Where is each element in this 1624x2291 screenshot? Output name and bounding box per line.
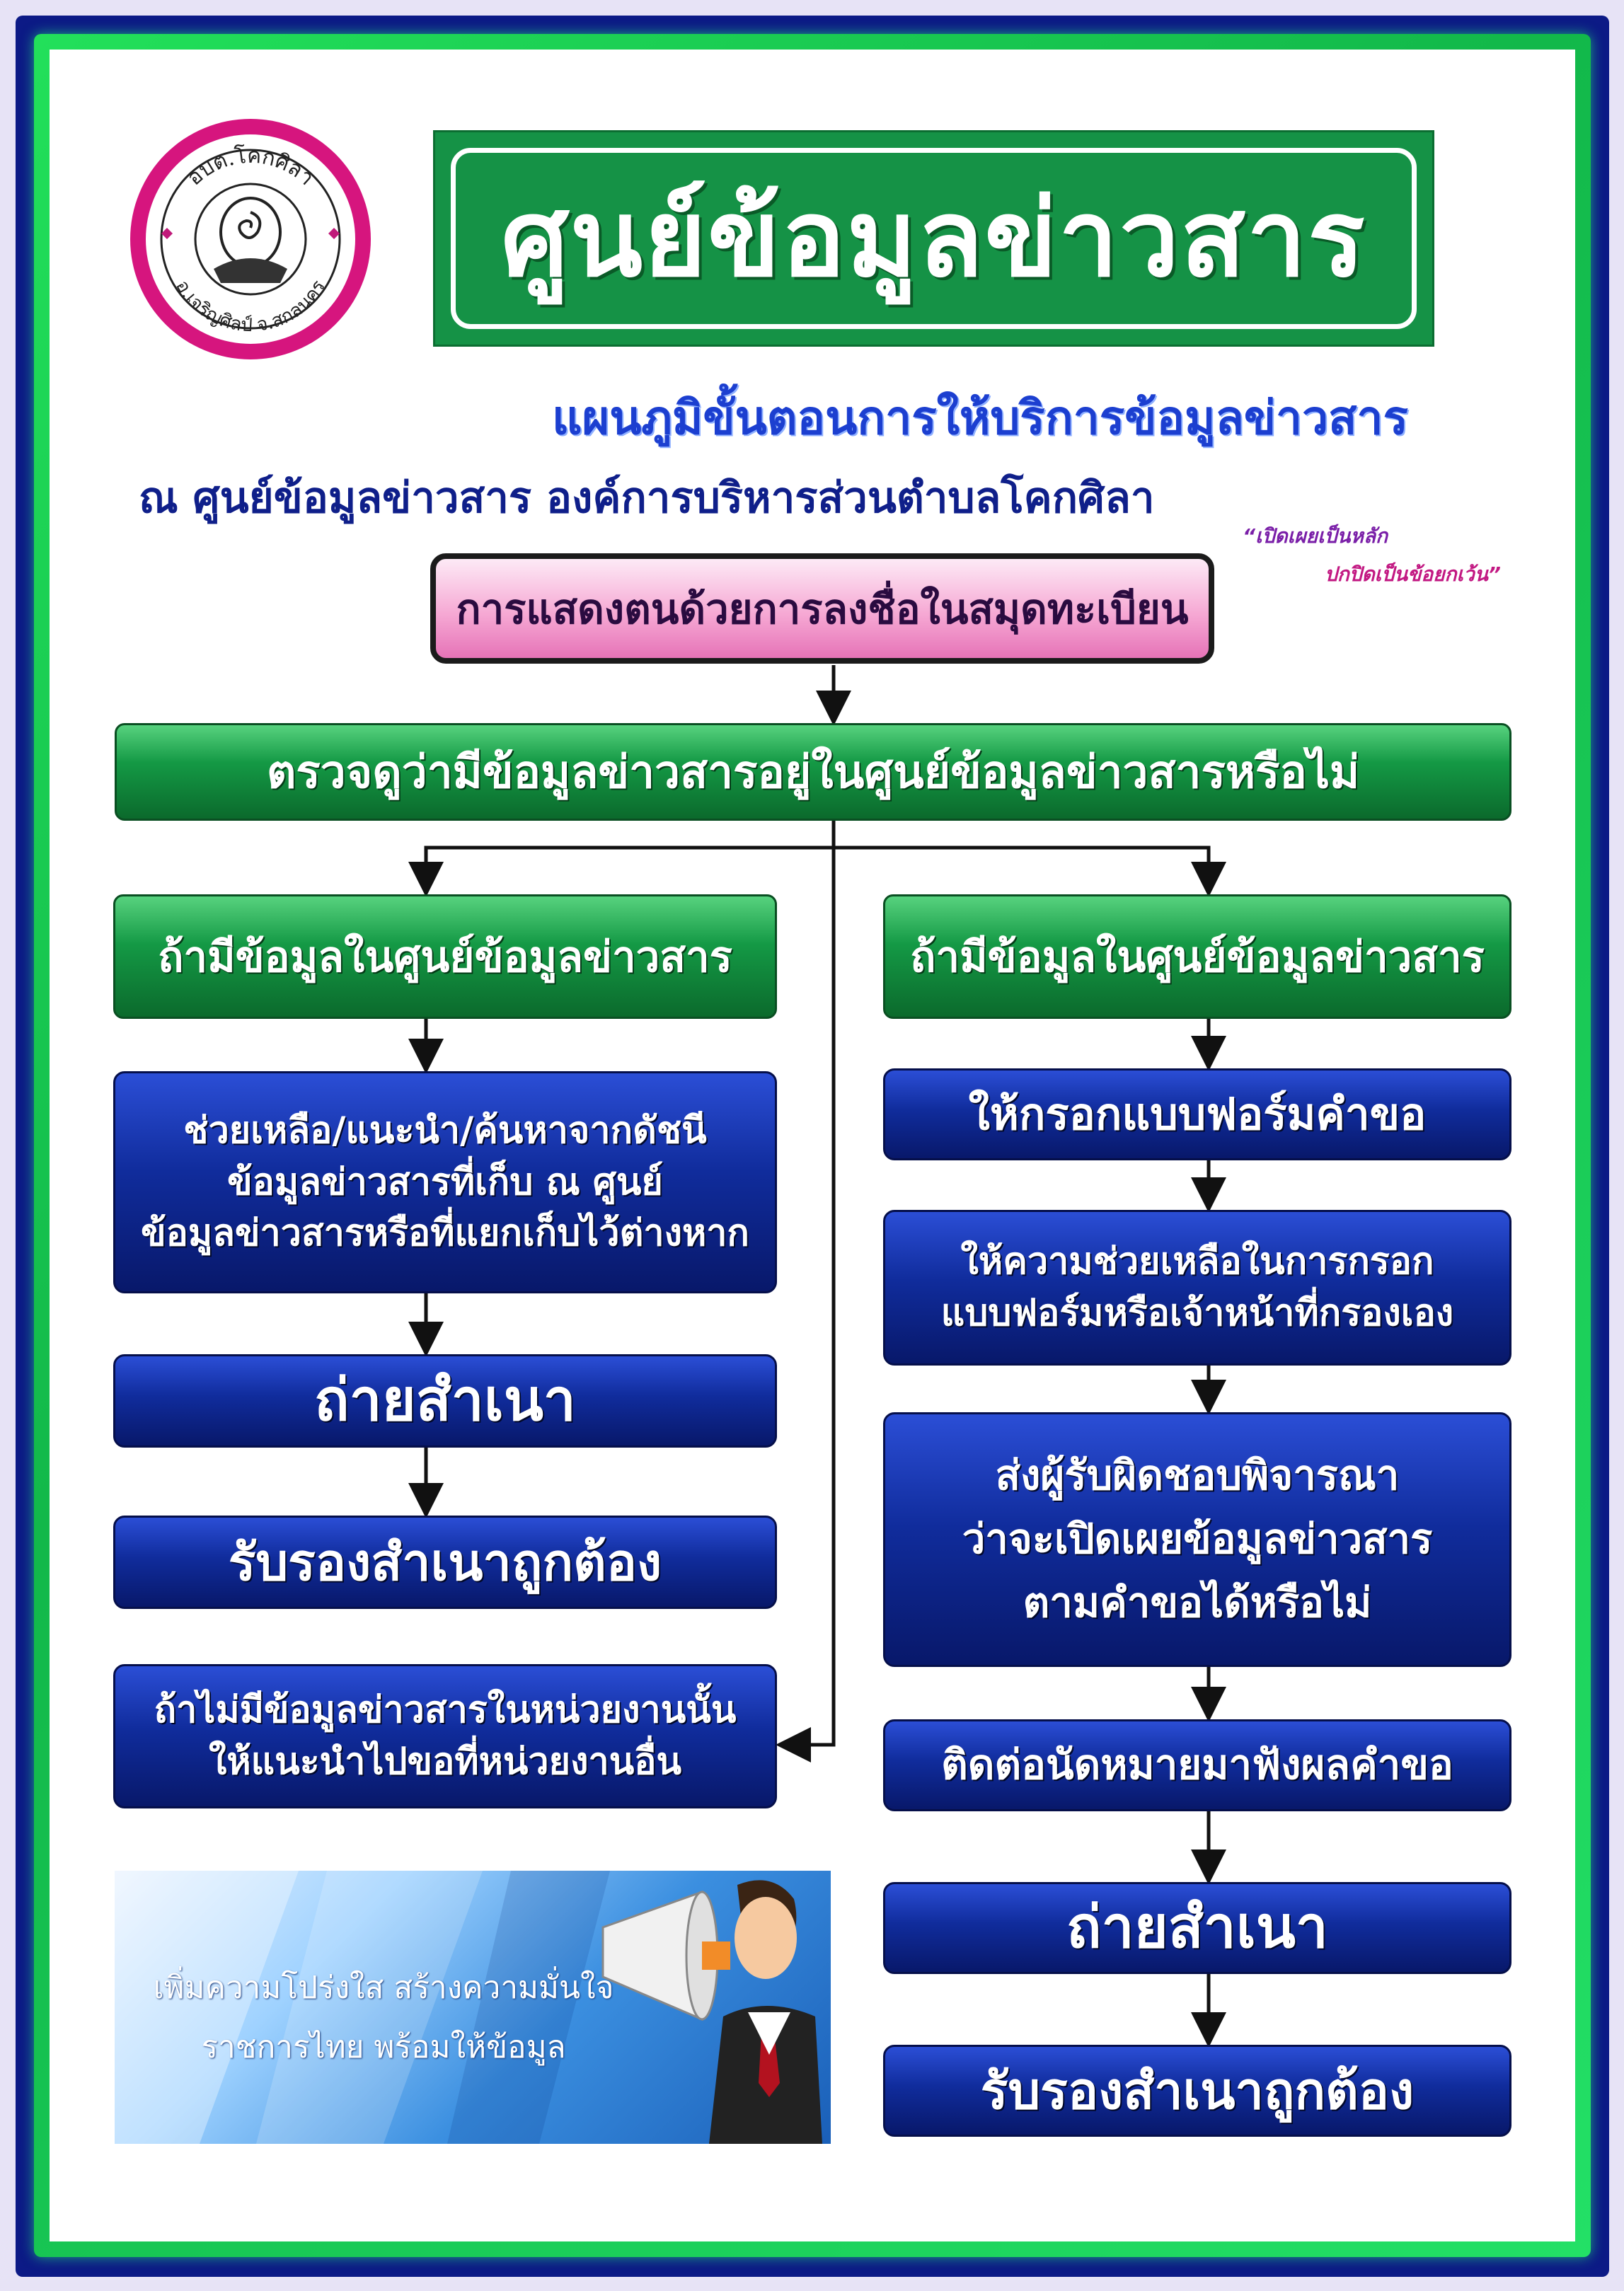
step-register-box: การแสดงตนด้วยการลงชื่อในสมุดทะเบียน: [430, 553, 1214, 664]
help-fill-line-1: ให้ความช่วยเหลือในการกรอก: [960, 1240, 1434, 1283]
arrow-check-to-left: [426, 821, 834, 890]
left-step-assist-line-3: ข้อมูลข่าวสารหรือที่แยกเก็บไว้ต่างหาก: [141, 1212, 749, 1255]
logo-bottom-text: อ.เจริญศิลป์ จ.สกลนคร: [171, 277, 330, 337]
promo-line-1: เพิ่มความโปร่งใส สร้างความมั่นใจ: [153, 1970, 614, 2006]
left-step-assist-line-1: ช่วยเหลือ/แนะนำ/ค้นหาจากดัชนี: [183, 1109, 707, 1152]
promo-banner: [115, 1871, 831, 2144]
page-title: ศูนย์ข้อมูลข่าวสาร: [451, 148, 1417, 329]
arrow-check-to-right: [834, 848, 1209, 890]
right-step-fill-form: ให้กรอกแบบฟอร์มคำขอ: [883, 1068, 1511, 1160]
consider-line-2: ว่าจะเปิดเผยข้อมูลข่าวสาร: [962, 1515, 1433, 1564]
right-step-help-fill: [883, 1210, 1511, 1366]
left-step-assist-search: [113, 1071, 777, 1293]
arrow-check-to-no-info: [783, 848, 834, 1745]
slogan-line-2: ปกปิดเป็นข้อยกเว้น”: [1325, 562, 1501, 586]
flowchart-subtitle: แผนภูมิขั้นตอนการให้บริการข้อมูลข่าวสาร: [552, 391, 1408, 445]
left-step-no-info: [113, 1664, 777, 1808]
left-step-assist-line-2: ข้อมูลข่าวสารที่เก็บ ณ ศูนย์: [227, 1160, 663, 1204]
no-info-line-2: ให้แนะนำไปขอที่หน่วยงานอื่น: [208, 1741, 682, 1783]
location-subtitle: ณ ศูนย์ข้อมูลข่าวสาร องค์การบริหารส่วนตำบลโคกศิลา: [139, 473, 1155, 523]
right-branch-header: ถ้ามีข้อมูลในศูนย์ข้อมูลข่าวสาร: [883, 894, 1511, 1019]
logo-top-text: อบต.โคกศิลา: [182, 143, 319, 191]
right-step-appointment: ติดต่อนัดหมายมาฟังผลคำขอ: [883, 1719, 1511, 1811]
left-step-certify: รับรองสำเนาถูกต้อง: [113, 1516, 777, 1609]
slogan-line-1: “เปิดเผยเป็นหลัก: [1243, 524, 1388, 548]
right-step-consider: [883, 1412, 1511, 1667]
right-step-certify: รับรองสำเนาถูกต้อง: [883, 2045, 1511, 2137]
left-branch-header: ถ้ามีข้อมูลในศูนย์ข้อมูลข่าวสาร: [113, 894, 777, 1019]
step-check-box: ตรวจดูว่ามีข้อมูลข่าวสารอยู่ในศูนย์ข้อมูลข่าวสารหรือไม่: [115, 723, 1511, 821]
no-info-line-1: ถ้าไม่มีข้อมูลข่าวสารในหน่วยงานนั้น: [154, 1689, 737, 1732]
left-step-copy: ถ่ายสำเนา: [113, 1354, 777, 1448]
right-step-copy: ถ่ายสำเนา: [883, 1882, 1511, 1974]
consider-line-1: ส่งผู้รับผิดชอบพิจารณา: [995, 1451, 1400, 1500]
promo-line-2: ราชการไทย พร้อมให้ข้อมูล: [201, 2029, 566, 2065]
help-fill-line-2: แบบฟอร์มหรือเจ้าหน้าที่กรองเอง: [940, 1292, 1454, 1334]
consider-line-3: ตามคำขอได้หรือไม่: [1023, 1578, 1372, 1627]
